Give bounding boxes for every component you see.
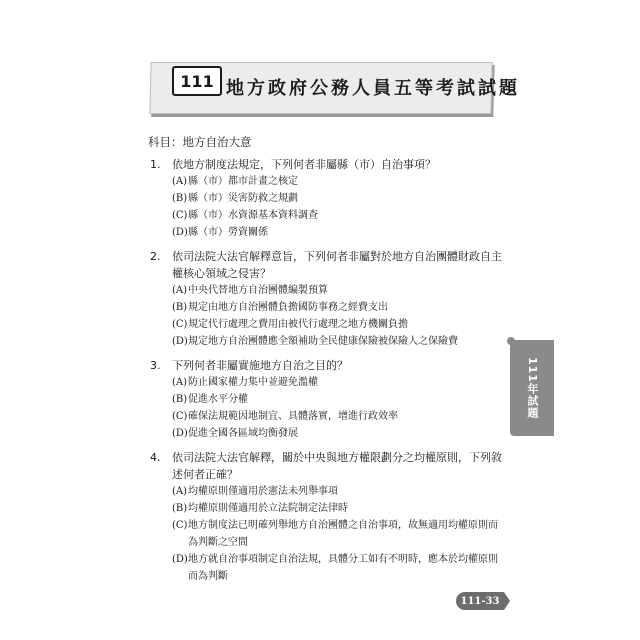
page-title: 地方政府公務人員五等考試試題 — [226, 78, 520, 99]
option-a — [172, 173, 502, 190]
option-b — [172, 299, 502, 316]
option-b — [172, 190, 502, 207]
option-text: 促進全國各區域均衡發展 — [188, 428, 298, 439]
option-d — [172, 551, 502, 585]
option-text: 地方制度法已明確列舉地方自治團體之自治事項，故無適用均權原則而為判斷之空間 — [188, 520, 498, 548]
question-3 — [150, 357, 502, 442]
option-text: 規定代行處理之費用由被代行處理之地方機關負擔 — [188, 319, 408, 330]
option-text: 縣（市）水資源基本資料調查 — [188, 210, 318, 221]
page-number: 111-33 — [456, 592, 504, 610]
option-label: (B) — [172, 503, 188, 514]
option-label: (B) — [172, 394, 188, 405]
option-text: 縣（市）災害防救之規劃 — [188, 193, 298, 204]
option-label: (B) — [172, 193, 188, 204]
option-text: 縣（市）勞資關係 — [188, 227, 268, 238]
option-c — [172, 517, 502, 551]
question-1 — [150, 156, 502, 241]
option-label: (D) — [172, 227, 188, 238]
option-d — [172, 333, 502, 350]
question-stem: 依地方制度法規定，下列何者非屬縣（市）自治事項？ — [172, 158, 436, 171]
option-a — [172, 374, 502, 391]
question-number: 2. — [150, 250, 161, 263]
option-label: (D) — [172, 336, 188, 347]
option-text: 確保法規範因地制宜、具體落實，增進行政效率 — [188, 411, 398, 422]
question-stem: 依司法院大法官解釋意旨，下列何者非屬對於地方自治團體財政自主權核心領域之侵害？ — [172, 250, 502, 280]
question-list — [150, 156, 502, 592]
option-label: (A) — [172, 285, 188, 296]
option-d — [172, 425, 502, 442]
option-d — [172, 224, 502, 241]
option-label: (C) — [172, 319, 188, 330]
chapter-tab — [510, 340, 554, 436]
subject-heading: 科目：地方自治大意 — [148, 135, 252, 149]
year-badge: 111 — [172, 66, 222, 96]
option-label: (C) — [172, 520, 188, 531]
option-text: 縣（市）都市計畫之核定 — [188, 176, 298, 187]
option-c — [172, 408, 502, 425]
option-text: 防止國家權力集中並避免濫權 — [188, 377, 318, 388]
option-label: (C) — [172, 411, 188, 422]
question-number: 4. — [150, 451, 161, 464]
option-label: (D) — [172, 428, 188, 439]
option-label: (B) — [172, 302, 188, 313]
option-label: (A) — [172, 377, 188, 388]
option-label: (A) — [172, 176, 188, 187]
option-b — [172, 391, 502, 408]
chapter-tab-label: 111年試題 — [526, 357, 539, 419]
question-number: 1. — [150, 158, 161, 171]
option-text: 規定由地方自治團體負擔國防事務之經費支出 — [188, 302, 388, 313]
option-text: 規定地方自治團體應全額補助全民健康保險被保險人之保險費 — [188, 336, 458, 347]
option-a — [172, 282, 502, 299]
question-stem: 依司法院大法官解釋，關於中央與地方權限劃分之均權原則，下列敘述何者正確？ — [172, 451, 502, 481]
option-label: (D) — [172, 554, 188, 565]
option-b — [172, 500, 502, 517]
option-label: (C) — [172, 210, 188, 221]
question-number: 3. — [150, 359, 161, 372]
option-text: 促進水平分權 — [188, 394, 248, 405]
option-c — [172, 316, 502, 333]
option-c — [172, 207, 502, 224]
question-2 — [150, 248, 502, 350]
question-4 — [150, 449, 502, 585]
option-a — [172, 483, 502, 500]
option-text: 均權原則僅適用於憲法未列舉事項 — [188, 486, 338, 497]
question-stem: 下列何者非屬實施地方自治之目的？ — [172, 359, 348, 372]
option-text: 中央代替地方自治團體編製預算 — [188, 285, 328, 296]
option-text: 均權原則僅適用於立法院制定法律時 — [188, 503, 348, 514]
option-text: 地方就自治事項制定自治法規，具體分工如有不明時，應本於均權原則而為判斷 — [188, 554, 498, 582]
option-label: (A) — [172, 486, 188, 497]
